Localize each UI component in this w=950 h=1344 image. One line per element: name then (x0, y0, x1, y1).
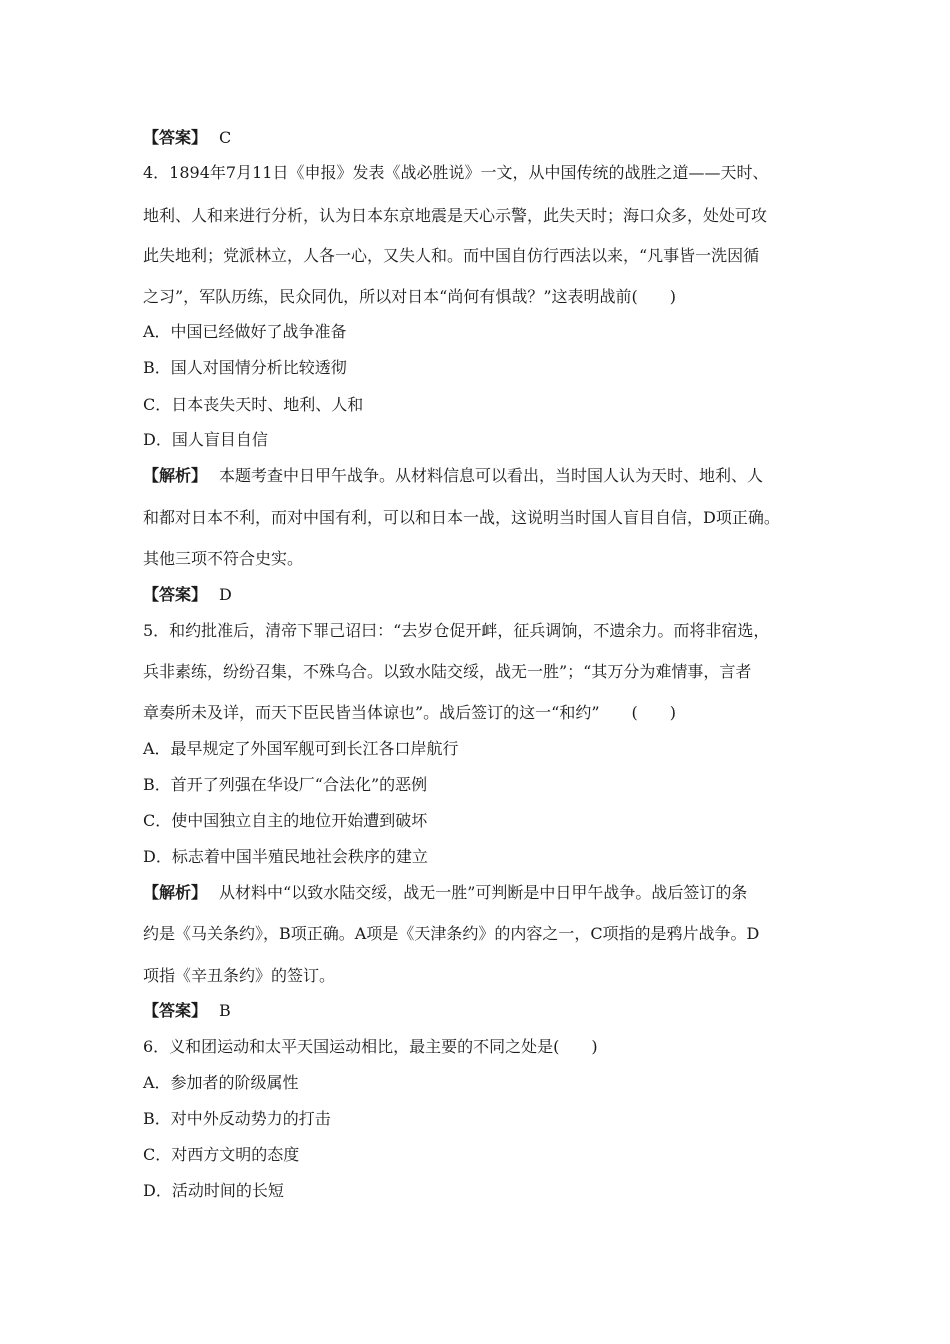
answer-line (143, 128, 231, 148)
option-d: D．国人盲目自信 (143, 430, 268, 449)
option-b: B．国人对国情分析比较透彻 (143, 358, 347, 377)
analysis-label: 【解析】 (143, 466, 208, 485)
answer-value: C (219, 128, 232, 147)
analysis-text: 从材料中“以致水陆交绥，战无一胜”可判断是中日甲午战争。战后签订的条 (219, 883, 748, 902)
option-d: D．活动时间的长短 (143, 1181, 284, 1200)
option-b: B．首开了列强在华设厂“合法化”的恶例 (143, 775, 428, 794)
option-d: D．标志着中国半殖民地社会秩序的建立 (143, 847, 428, 866)
option-a: A．参加者的阶级属性 (143, 1073, 299, 1092)
answer-value: D (219, 585, 232, 604)
analysis-line (143, 883, 747, 903)
option-c: C．日本丧失天时、地利、人和 (143, 395, 364, 414)
option-c: C．对西方文明的态度 (143, 1145, 300, 1164)
question-stem-line: 4．1894年7月11日《申报》发表《战必胜说》一文，从中国传统的战胜之道——天时、 (143, 163, 769, 182)
question-stem-line: 5．和约批准后，清帝下罪己诏曰：“去岁仓促开衅，征兵调饷，不遗余力。而将非宿选， (143, 621, 770, 640)
option-c: C．使中国独立自主的地位开始遭到破坏 (143, 811, 428, 830)
question-stem-line: 6．义和团运动和太平天国运动相比，最主要的不同之处是( ) (143, 1037, 598, 1056)
answer-label: 【答案】 (143, 128, 208, 147)
analysis-line: 约是《马关条约》，B项正确。A项是《天津条约》的内容之一，C项指的是鸦片战争。D (143, 924, 760, 943)
question-stem-line: 此失地利；党派林立，人各一心，又失人和。而中国自仿行西法以来，“凡事皆一洗因循 (143, 246, 760, 265)
analysis-label: 【解析】 (143, 883, 208, 902)
question-stem-line: 地利、人和来进行分析，认为日本东京地震是天心示警，此失天时；海口众多，处处可攻 (143, 206, 768, 225)
answer-label: 【答案】 (143, 585, 208, 604)
answer-line (143, 1001, 231, 1021)
answer-value: B (219, 1001, 231, 1020)
analysis-line: 其他三项不符合史实。 (143, 549, 304, 568)
question-stem-line: 章奏所未及详，而天下臣民皆当体谅也”。战后签订的这一“和约” ( ) (143, 703, 677, 722)
option-b: B．对中外反动势力的打击 (143, 1109, 331, 1128)
question-stem-line: 兵非素练，纷纷召集，不殊乌合。以致水陆交绥，战无一胜”；“其万分为难情事，言者 (143, 662, 752, 681)
answer-line (143, 585, 232, 605)
analysis-line: 和都对日本不利，而对中国有利，可以和日本一战，这说明当时国人盲目自信，D项正确。 (143, 508, 780, 527)
question-stem-line: 之习”，军队历练，民众同仇，所以对日本“尚何有惧哉？”这表明战前( ) (143, 287, 677, 306)
analysis-text: 本题考查中日甲午战争。从材料信息可以看出，当时国人认为天时、地利、人 (219, 466, 764, 485)
option-a: A．最早规定了外国军舰可到长江各口岸航行 (143, 739, 459, 758)
analysis-line: 项指《辛丑条约》的签订。 (143, 966, 336, 985)
answer-label: 【答案】 (143, 1001, 208, 1020)
option-a: A．中国已经做好了战争准备 (143, 322, 347, 341)
analysis-line (143, 466, 763, 486)
